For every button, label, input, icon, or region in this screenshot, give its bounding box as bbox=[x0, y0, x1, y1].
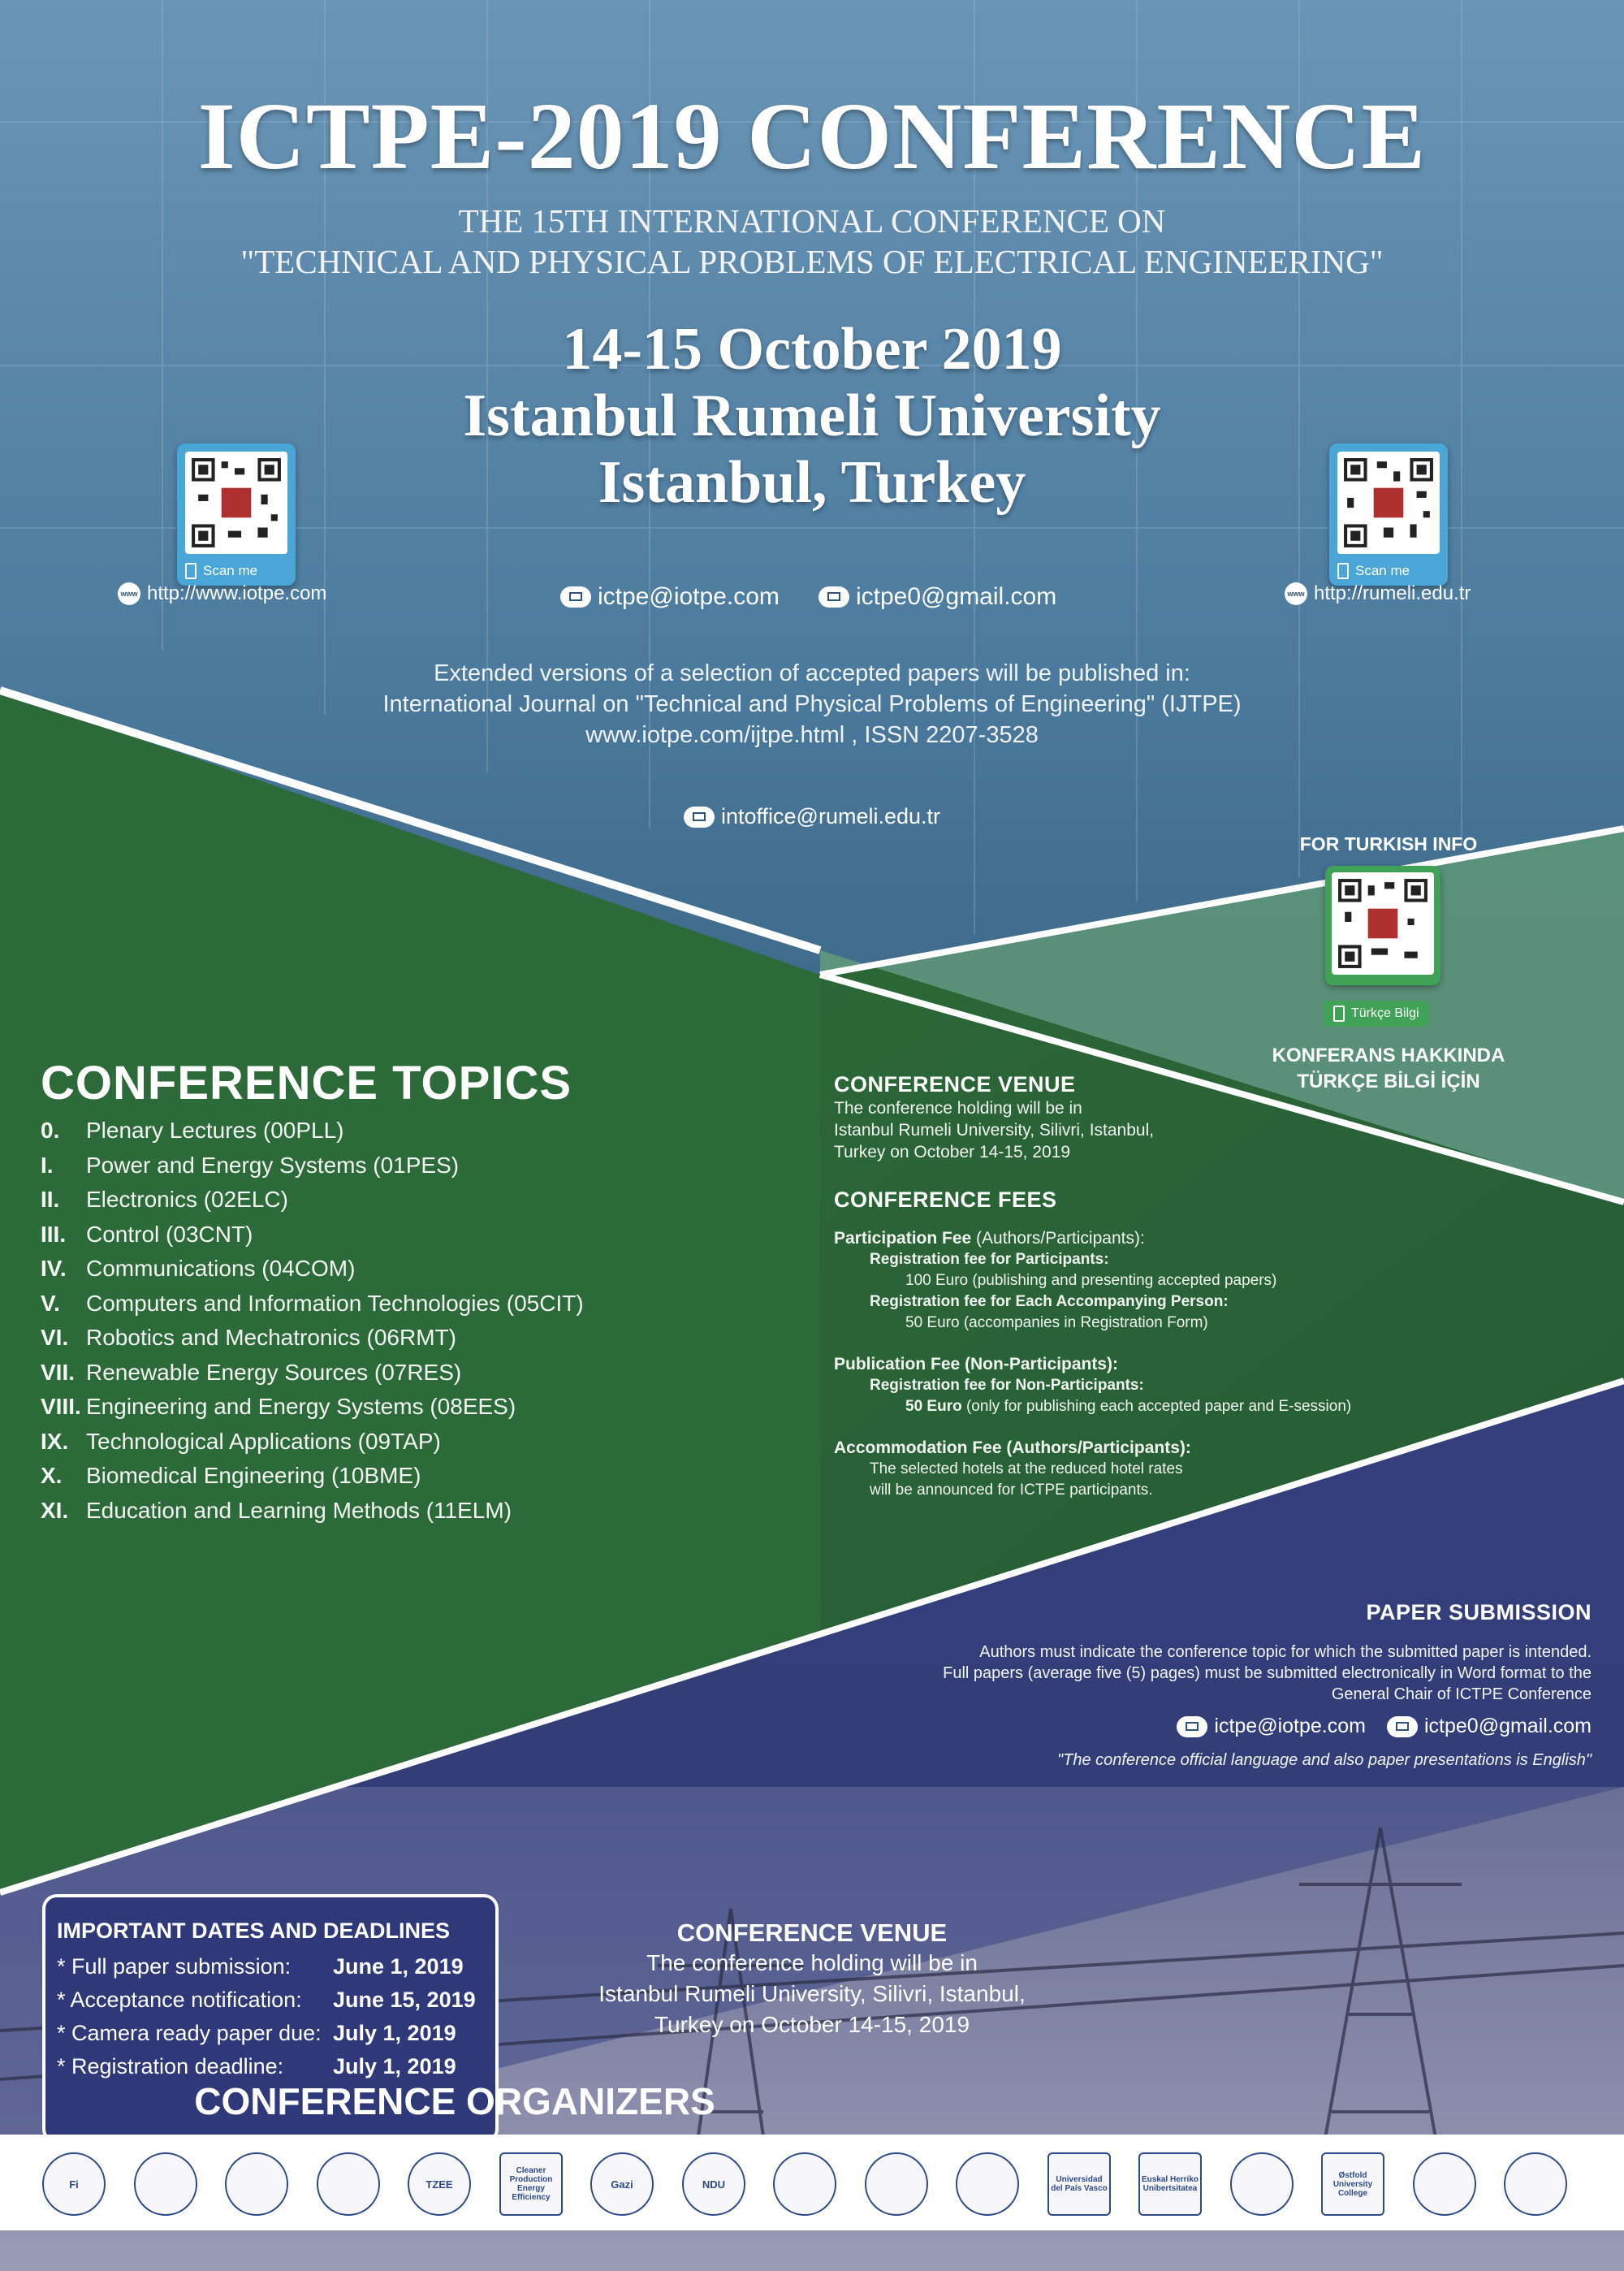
conference-title: ICTPE-2019 CONFERENCE bbox=[197, 83, 1427, 189]
turkish-qr-card[interactable] bbox=[1325, 866, 1440, 985]
globe-icon: www bbox=[118, 582, 140, 605]
date-value: June 15, 2019 bbox=[333, 1988, 476, 2012]
organizer-logo: TZEE bbox=[408, 2152, 471, 2216]
bottom-venue-heading: CONFERENCE VENUE bbox=[676, 1918, 948, 1947]
conference-venue: Istanbul Rumeli University bbox=[463, 383, 1161, 449]
submission-email-1[interactable] bbox=[1177, 1715, 1366, 1738]
mail-icon bbox=[818, 586, 849, 608]
subtitle-line1: THE 15TH INTERNATIONAL CONFERENCE ON bbox=[458, 202, 1166, 240]
accommodation-line1: The selected hotels at the reduced hotel rates bbox=[870, 1460, 1183, 1477]
qr-code-icon bbox=[1337, 452, 1440, 554]
organizer-logo: Østfold University College bbox=[1321, 2152, 1384, 2216]
venue-fees-section bbox=[834, 1072, 1402, 1501]
topic-number: III. bbox=[41, 1221, 67, 1247]
submission-line3: General Chair of ICTPE Conference bbox=[1331, 1685, 1592, 1703]
date-row bbox=[57, 1950, 482, 1983]
subtitle-line2: "TECHNICAL AND PHYSICAL PROBLEMS OF ELECTRICAL ENGINEERING" bbox=[240, 243, 1384, 280]
topic-label: Plenary Lectures (00PLL) bbox=[86, 1118, 344, 1144]
organizer-logo bbox=[1504, 2152, 1567, 2216]
topic-item bbox=[41, 1390, 584, 1425]
conference-city: Istanbul, Turkey bbox=[598, 449, 1026, 516]
phone-icon bbox=[1337, 563, 1349, 579]
publication-fee-title: Publication Fee (Non-Participants): bbox=[834, 1355, 1119, 1373]
topic-label: Robotics and Mechatronics (06RMT) bbox=[86, 1325, 456, 1351]
language-quote: "The conference official language and also paper presentations is English" bbox=[1057, 1751, 1592, 1769]
topic-item bbox=[41, 1218, 584, 1252]
scan-label: Scan me bbox=[1355, 563, 1410, 578]
paper-submission-section bbox=[812, 1600, 1592, 1771]
topic-number: V. bbox=[41, 1290, 60, 1316]
organizer-logo bbox=[134, 2152, 197, 2216]
email-link-2[interactable] bbox=[818, 583, 1056, 611]
topic-number: VIII. bbox=[41, 1394, 81, 1420]
topic-item bbox=[41, 1252, 584, 1287]
topic-label: Education and Learning Methods (11ELM) bbox=[86, 1497, 512, 1523]
mail-icon bbox=[560, 586, 591, 608]
conference-date: 14-15 October 2019 bbox=[562, 316, 1062, 383]
topic-item bbox=[41, 1425, 584, 1460]
scan-label: Scan me bbox=[203, 563, 258, 578]
bottom-venue-line1: The conference holding will be in bbox=[646, 1950, 978, 1975]
topic-label: Biomedical Engineering (10BME) bbox=[86, 1463, 421, 1489]
office-email-link[interactable] bbox=[684, 804, 940, 829]
topic-number: VII. bbox=[41, 1359, 76, 1385]
email-text[interactable]: intoffice@rumeli.edu.tr bbox=[721, 804, 941, 828]
qr-card-right[interactable] bbox=[1329, 443, 1448, 586]
participation-sub: (Authors/Participants): bbox=[971, 1229, 1145, 1248]
topic-number: II. bbox=[41, 1187, 60, 1213]
date-label: * Acceptance notification: bbox=[57, 1988, 302, 2012]
organizer-logo: NDU bbox=[682, 2152, 745, 2216]
publication-line3[interactable]: www.iotpe.com/ijtpe.html , ISSN 2207-3528 bbox=[585, 722, 1039, 748]
topic-item bbox=[41, 1287, 584, 1322]
accommodation-line2: will be announced for ICTPE participants. bbox=[870, 1482, 1153, 1499]
fees-heading: CONFERENCE FEES bbox=[834, 1187, 1057, 1212]
topic-label: Engineering and Energy Systems (08EES) bbox=[86, 1394, 516, 1420]
topic-number: VI. bbox=[41, 1325, 69, 1351]
website-url[interactable]: http://www.iotpe.com bbox=[147, 582, 327, 604]
organizer-logo bbox=[956, 2152, 1019, 2216]
publication-line1: Extended versions of a selection of accepted papers will be published in: bbox=[434, 660, 1190, 686]
topics-section bbox=[41, 1056, 584, 1528]
qr-code-icon bbox=[185, 452, 287, 554]
date-row bbox=[57, 2017, 482, 2050]
date-row bbox=[57, 1983, 482, 2017]
topic-label: Control (03CNT) bbox=[86, 1221, 253, 1247]
turkish-info-button[interactable] bbox=[1324, 1001, 1429, 1027]
venue-line2: Istanbul Rumeli University, Silivri, Istanbul, bbox=[834, 1121, 1155, 1140]
reg-participants: Registration fee for Participants: bbox=[870, 1251, 1109, 1268]
mail-icon bbox=[1177, 1716, 1207, 1737]
organizer-logo bbox=[1413, 2152, 1476, 2216]
submission-emails bbox=[812, 1715, 1592, 1738]
nonparticipants-amount: 50 Euro bbox=[905, 1398, 962, 1415]
topic-item bbox=[41, 1494, 584, 1529]
turkish-caption-1: KONFERANS HAKKINDA bbox=[1272, 1045, 1505, 1066]
email-link-1[interactable] bbox=[560, 583, 780, 611]
topic-number: IX. bbox=[41, 1428, 69, 1454]
topic-number: X. bbox=[41, 1463, 63, 1489]
organizer-logo: Gazi bbox=[590, 2152, 654, 2216]
accommodation-title: Accommodation Fee (Authors/Participants): bbox=[834, 1438, 1191, 1457]
date-value: June 1, 2019 bbox=[333, 1954, 464, 1979]
topic-item bbox=[41, 1183, 584, 1218]
topic-item bbox=[41, 1459, 584, 1494]
organizer-logo bbox=[225, 2152, 288, 2216]
phone-icon bbox=[1333, 1006, 1345, 1022]
organizer-logo bbox=[317, 2152, 380, 2216]
dates-heading: IMPORTANT DATES AND DEADLINES bbox=[57, 1918, 450, 1943]
email-text[interactable]: ictpe0@gmail.com bbox=[856, 583, 1057, 610]
topic-item bbox=[41, 1321, 584, 1356]
organizers-heading bbox=[0, 2079, 812, 2123]
website-url[interactable]: http://rumeli.edu.tr bbox=[1314, 582, 1471, 604]
reg-accompanying-value: 50 Euro (accompanies in Registration Form) bbox=[905, 1314, 1208, 1331]
topic-label: Communications (04COM) bbox=[86, 1256, 356, 1282]
turkish-caption-2: TÜRKÇE BİLGİ İÇİN bbox=[1297, 1071, 1480, 1092]
participation-title: Participation Fee bbox=[834, 1229, 972, 1248]
organizer-logo: Euskal Herriko Unibertsitatea bbox=[1138, 2152, 1202, 2216]
topic-item bbox=[41, 1356, 584, 1391]
button-label: Türkçe Bilgi bbox=[1351, 1006, 1419, 1020]
topic-label: Renewable Energy Sources (07RES) bbox=[86, 1359, 462, 1385]
topic-number: XI. bbox=[41, 1497, 69, 1523]
date-label: * Full paper submission: bbox=[57, 1954, 292, 1979]
date-row bbox=[57, 2050, 482, 2083]
publication-line2: International Journal on "Technical and Physical Problems of Engineering" (IJTPE) bbox=[382, 691, 1242, 717]
participation-fee bbox=[834, 1227, 1402, 1249]
bottom-venue-section bbox=[536, 1918, 1088, 2040]
nonparticipants-note: (only for publishing each accepted paper and E-session) bbox=[961, 1398, 1352, 1415]
date-value: July 1, 2019 bbox=[333, 2021, 456, 2045]
submission-email-2[interactable] bbox=[1387, 1715, 1592, 1738]
organizer-logo bbox=[1230, 2152, 1294, 2216]
topic-number: I. bbox=[41, 1152, 54, 1178]
date-value: July 1, 2019 bbox=[333, 2054, 456, 2079]
date-label: * Registration deadline: bbox=[57, 2054, 284, 2079]
organizer-logo: Cleaner Production Energy Efficiency bbox=[499, 2152, 563, 2216]
website-link-right[interactable] bbox=[1285, 582, 1471, 605]
topic-label: Technological Applications (09TAP) bbox=[86, 1428, 441, 1454]
email-text[interactable]: ictpe0@gmail.com bbox=[1423, 1715, 1592, 1737]
topic-label: Power and Energy Systems (01PES) bbox=[86, 1152, 460, 1178]
email-text[interactable]: ictpe@iotpe.com bbox=[1214, 1715, 1366, 1737]
bottom-venue-line3: Turkey on October 14-15, 2019 bbox=[654, 2012, 970, 2037]
website-link-left[interactable] bbox=[118, 582, 326, 605]
bottom-venue-line2: Istanbul Rumeli University, Silivri, Istanbul, bbox=[598, 1981, 1026, 2006]
phone-icon bbox=[185, 563, 197, 579]
dates-list bbox=[57, 1950, 482, 2083]
topic-item bbox=[41, 1148, 584, 1183]
venue-heading: CONFERENCE VENUE bbox=[834, 1072, 1076, 1097]
topic-label: Electronics (02ELC) bbox=[86, 1187, 288, 1213]
topic-item bbox=[41, 1114, 584, 1148]
topic-number: IV. bbox=[41, 1256, 67, 1282]
topics-list bbox=[41, 1114, 584, 1528]
reg-participants-value: 100 Euro (publishing and presenting accepted papers) bbox=[905, 1272, 1277, 1289]
qr-card-left[interactable] bbox=[177, 443, 296, 586]
date-label: * Camera ready paper due: bbox=[57, 2021, 322, 2045]
organizers-heading-text: CONFERENCE ORGANIZERS bbox=[194, 2080, 715, 2122]
topic-number: 0. bbox=[41, 1118, 60, 1144]
organizer-logo: Universidad del País Vasco bbox=[1047, 2152, 1111, 2216]
mail-icon bbox=[684, 807, 715, 828]
globe-icon: www bbox=[1285, 582, 1307, 605]
submission-line2: Full papers (average five (5) pages) must be submitted electronically in Word format to the bbox=[943, 1664, 1592, 1682]
topics-heading: CONFERENCE TOPICS bbox=[41, 1057, 572, 1110]
turkish-info-heading: FOR TURKISH INFO bbox=[1299, 833, 1478, 854]
organizer-logo bbox=[865, 2152, 928, 2216]
qr-code-icon bbox=[1332, 872, 1434, 975]
reg-accompanying: Registration fee for Each Accompanying Person: bbox=[870, 1293, 1229, 1310]
paper-submission-heading: PAPER SUBMISSION bbox=[1366, 1600, 1592, 1624]
organizer-logo: Fi bbox=[42, 2152, 106, 2216]
mail-icon bbox=[1387, 1716, 1418, 1737]
reg-nonparticipants: Registration fee for Non-Participants: bbox=[870, 1377, 1144, 1394]
email-text[interactable]: ictpe@iotpe.com bbox=[598, 583, 780, 610]
venue-line1: The conference holding will be in bbox=[834, 1099, 1082, 1118]
organizer-logo bbox=[773, 2152, 836, 2216]
nonparticipants-fee bbox=[834, 1396, 1402, 1417]
topic-label: Computers and Information Technologies (05CIT) bbox=[86, 1290, 584, 1316]
venue-line3: Turkey on October 14-15, 2019 bbox=[834, 1143, 1071, 1161]
submission-line1: Authors must indicate the conference topic for which the submitted paper is intended. bbox=[979, 1643, 1592, 1661]
